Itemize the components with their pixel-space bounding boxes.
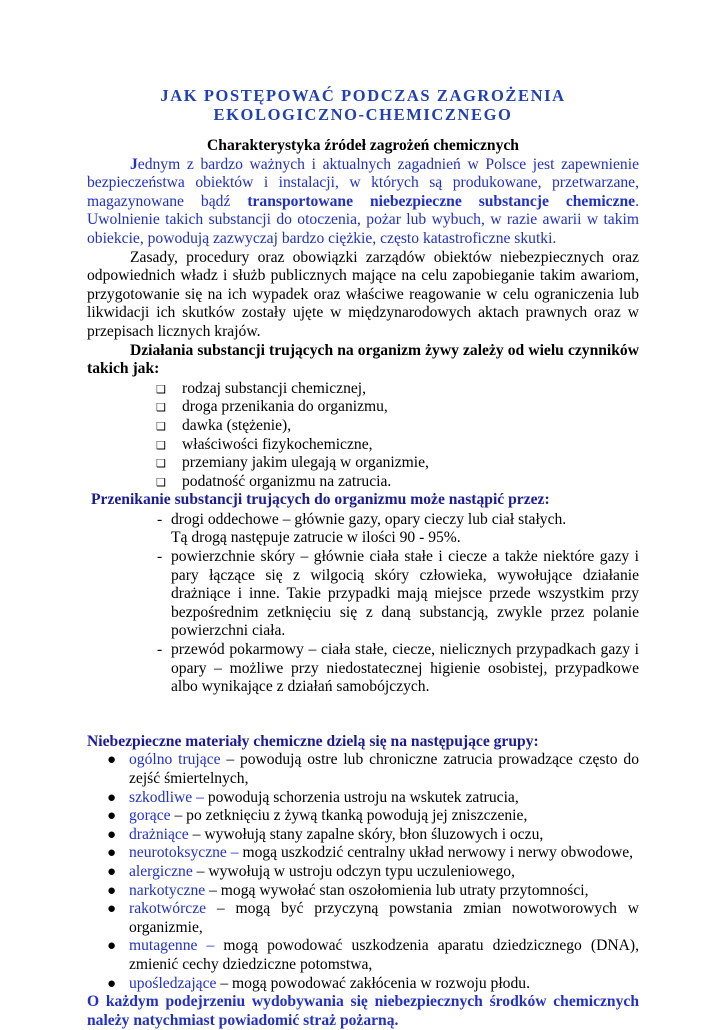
square-bullet-icon: ❑ <box>156 420 166 433</box>
list-item: ● szkodliwe – powodują schorzenia ustroju na wskutek zatrucia, <box>107 788 519 806</box>
section-subtitle: Charakterystyka źródeł zagrożeń chemicznych <box>207 137 519 154</box>
route-item-digestive: - przewód pokarmowy – ciała stałe, ciecze, nielicznych przypadkach gazy i opary – możliwe przy niedostatecznej higienie osobistej, przypadkowe albo wynikające z działań samobójczych. <box>157 641 639 696</box>
list-item: ❑ rodzaj substancji chemicznej, <box>182 380 639 399</box>
factors-list <box>87 380 639 492</box>
dot-bullet-icon: ● <box>107 808 117 825</box>
dot-bullet-icon: ● <box>107 863 117 880</box>
list-item: ❑ właściwości fizykochemiczne, <box>182 436 639 455</box>
list-item: ● mutagenne – mogą powodować uszkodzenia aparatu dziedzicznego (DNA), zmienić cechy dziedziczne potomstwa, <box>107 937 639 973</box>
dot-bullet-icon: ● <box>107 882 117 899</box>
list-item: ● gorące – po zetknięciu z żywą tkanką powodują jej zniszczenie, <box>107 807 528 825</box>
intro-text-2: . Uwolnienie takich substancji do otoczenia, pożar lub wybuch, w razie awarii w takim obiekcie, powodują zazwyczaj bardzo ciężkie, często katastroficzne skutki. <box>87 192 639 247</box>
square-bullet-icon: ❑ <box>156 383 166 396</box>
groups-heading <box>87 733 639 752</box>
document-body <box>87 86 639 1030</box>
groups-heading-text: Niebezpieczne materiały chemiczne dzielą się na następujące grupy: <box>87 732 539 750</box>
square-bullet-icon: ❑ <box>156 439 166 452</box>
list-item: ● narkotyczne – mogą wywołać stan oszołomienia lub utraty przytomności, <box>107 881 589 899</box>
list-item: ● rakotwórcze – mogą być przyczyną powstania zmian nowotworowych w organizmie, <box>107 900 639 936</box>
list-item: ❑ droga przenikania do organizmu, <box>182 398 639 417</box>
final-note <box>87 993 639 1030</box>
dot-bullet-icon: ● <box>107 901 117 918</box>
square-bullet-icon: ❑ <box>156 458 166 471</box>
routes-heading-text: Przenikanie substancji trujących do organizmu może nastąpić przez: <box>91 491 550 509</box>
list-item: ❑ dawka (stężenie), <box>182 417 639 436</box>
list-item: ● alergiczne – wywołują w ustroju odczyn typu uczuleniowego, <box>107 862 515 880</box>
routes-heading <box>87 491 639 510</box>
list-item: ● upośledzające – mogą powodować zakłócenia w rozwoju płodu. <box>107 974 530 992</box>
list-item: ❑ podatność organizmu na zatrucia. <box>182 473 639 492</box>
title-line-2: EKOLOGICZNO-CHEMICZNEGO <box>213 105 513 124</box>
dot-bullet-icon: ● <box>107 975 117 992</box>
square-bullet-icon: ❑ <box>156 402 166 415</box>
dot-bullet-icon: ● <box>107 938 117 955</box>
route-item-respiratory: - drogi oddechowe – głównie gazy, opary cieczy lub ciał stałych. Tą drogą następuje zatrucie w ilości 90 - 95%. <box>157 510 567 547</box>
list-item: ● ogólno trujące – powodują ostre lub chroniczne zatrucia prowadzące często do zejść śmiertelnych, <box>107 751 639 787</box>
intro-bold-text: transportowane niebezpieczne substancje chemiczne <box>247 192 636 210</box>
groups-list <box>87 751 639 993</box>
route-item-skin: - powierzchnie skóry – głównie ciała stałe i ciecze a także niektóre gazy i pary łączące się z wilgocią skóry człowieka, wywołujące działanie drażniące i inne. Takie przypadki mają miejsce przede wszystkim przy bezpośrednim zetknięciu się z daną substancją, zwykle przez polanie powierzchni ciała. <box>157 548 639 640</box>
dot-bullet-icon: ● <box>107 789 117 806</box>
dot-bullet-icon: ● <box>107 752 117 769</box>
factors-heading <box>87 342 639 379</box>
title-line-1: JAK POSTĘPOWAĆ PODCZAS ZAGROŻENIA <box>160 86 566 105</box>
document-title <box>87 86 639 124</box>
final-note-text: O każdym podejrzeniu wydobywania się niebezpiecznych środków chemicznych należy natychmiast powiadomić straż pożarną. <box>87 993 639 1029</box>
rules-paragraph: Zasady, procedury oraz obowiązki zarządów obiektów niebezpiecznych oraz odpowiednich władz i służb publicznych mające na celu zapobieganie takim awariom, przygotowanie się na ich wypadek oraz właściwe reagowanie w celu ograniczenia lub likwidacji ich skutków zostały ujęte w międzynarodowych aktach prawnych oraz w przepisach licznych krajów. <box>87 248 639 340</box>
list-item: ● drażniące – wywołują stany zapalne skóry, błon śluzowych i oczu, <box>107 825 544 843</box>
dot-bullet-icon: ● <box>107 845 117 862</box>
intro-paragraph <box>87 156 639 249</box>
list-item: ❑ przemiany jakim ulegają w organizmie, <box>182 454 639 473</box>
intro-first-letter: J <box>130 155 138 173</box>
factors-heading-text: Działania substancji trujących na organizm żywy zależy od wielu czynników takich jak: <box>87 341 639 378</box>
list-item: ● neurotoksyczne – mogą uszkodzić centralny układ nerwowy i nerwy obwodowe, <box>107 844 634 862</box>
square-bullet-icon: ❑ <box>156 476 166 489</box>
dot-bullet-icon: ● <box>107 826 117 843</box>
intro-text-1: ednym z bardzo ważnych i aktualnych zagadnień w Polsce jest zapewnienie bezpieczeństwa obiektów i instalacji, w których są produkowane, przetwarzane, magazynowane bądź <box>87 155 639 210</box>
routes-list <box>87 511 639 697</box>
